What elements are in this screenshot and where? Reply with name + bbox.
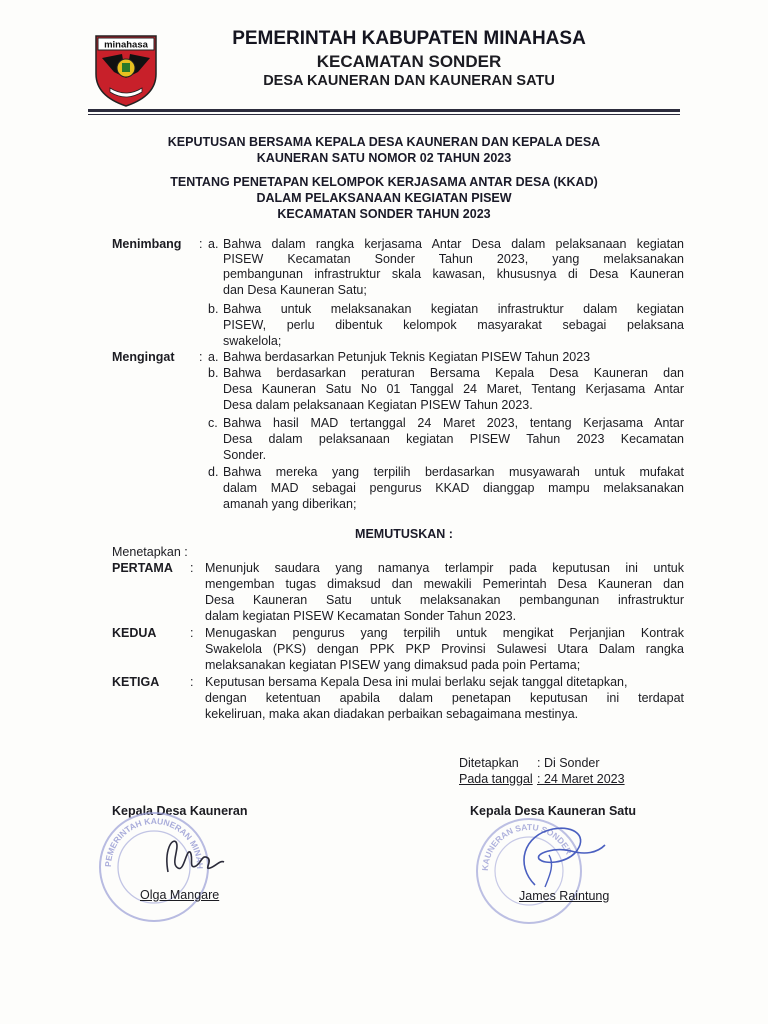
stamp-left-text: PEMERINTAH KAUNERAN MINAH xyxy=(102,815,206,870)
logo-text: minahasa xyxy=(104,39,148,51)
menimbang-b-line2: PISEW, perlu dibentuk kelompok masyarakat sebagai pelaksana xyxy=(223,318,684,332)
kedua-line2: Swakelola (PKS) dengan PPK PKP Provinsi Sulawesi Utara Dalam rangka xyxy=(205,642,684,656)
mengingat-d-line1: Bahwa mereka yang terpilih berdasarkan musyawarah untuk mufakat xyxy=(223,465,684,479)
decree-title-line1: KEPUTUSAN BERSAMA KEPALA DESA KAUNERAN DAN KEPALA DESA xyxy=(167,135,601,149)
kedua-label: KEDUA xyxy=(112,626,157,640)
pertama-colon: : xyxy=(190,561,194,575)
signature-right xyxy=(505,815,615,895)
mengingat-c-line1: Bahwa hasil MAD tertanggal 24 Maret 2023, tentang Kerjasama Antar xyxy=(223,416,684,430)
ketiga-line1: Keputusan bersama Kepala Desa ini mulai berlaku sejak tanggal ditetapkan, xyxy=(205,675,628,689)
header-villages: DESA KAUNERAN DAN KAUNERAN SATU xyxy=(263,73,555,89)
menetapkan-label: Menetapkan : xyxy=(112,545,188,559)
sig-right-title: Kepala Desa Kauneran Satu xyxy=(470,804,637,818)
ketiga-line3: kekeliruan, maka akan diadakan perbaikan sebagaimana mestinya. xyxy=(205,707,579,721)
menimbang-b-line1: Bahwa untuk melaksanakan kegiatan infrastruktur dalam kegiatan xyxy=(223,302,684,316)
tanggal-value: : 24 Maret 2023 xyxy=(537,772,625,786)
mengingat-b-line2: Desa Kauneran Satu No 01 Tanggal 24 Maret, Tentang Kerjasama Antar xyxy=(223,382,684,396)
ditetapkan-label: Ditetapkan xyxy=(459,756,519,770)
ketiga-line2: dengan ketentuan apabila dalam penetapan keputusan ini terdapat xyxy=(205,691,684,705)
menimbang-a-line1: Bahwa dalam rangka kerjasama Antar Desa dalam pelaksanaan kegiatan xyxy=(223,237,684,251)
mengingat-colon: : xyxy=(199,350,203,364)
pertama-line3: Desa Kauneran Satu untuk melaksanakan pembangunan infrastruktur xyxy=(205,593,684,607)
stamp-right-text: KAUNERAN SATU SONDER xyxy=(479,821,575,872)
menimbang-colon: : xyxy=(199,237,203,251)
header-regency: PEMERINTAH KABUPATEN MINAHASA xyxy=(232,28,586,49)
mengingat-b-line3: Desa dalam pelaksanaan Kegiatan PISEW Tahun 2023. xyxy=(223,398,533,412)
header-district: KECAMATAN SONDER xyxy=(316,52,502,71)
mengingat-b-line1: Bahwa berdasarkan peraturan Bersama Kepala Desa Kauneran dan xyxy=(223,366,684,380)
mengingat-c-marker: c. xyxy=(208,416,218,430)
menimbang-a-marker: a. xyxy=(208,237,219,251)
tanggal-label: Pada tanggal xyxy=(459,772,533,786)
mengingat-d-line3: amanah yang diberikan; xyxy=(223,497,357,511)
kedua-line1: Menugaskan pengurus yang terpilih untuk mengikat Perjanjian Kontrak xyxy=(205,626,684,640)
decree-subject-line1: TENTANG PENETAPAN KELOMPOK KERJASAMA ANTAR DESA (KKAD) xyxy=(170,175,598,189)
mengingat-a-marker: a. xyxy=(208,350,219,364)
kedua-line3: melaksanakan kegiatan PISEW yang dimaksud pada poin Pertama; xyxy=(205,658,581,672)
pertama-line4: dalam kegiatan PISEW Kecamatan Sonder Tahun 2023. xyxy=(205,609,517,623)
menimbang-b-line3: swakelola; xyxy=(223,334,282,348)
menimbang-a-line2: PISEW Kecamatan Sonder Tahun 2023, yang melaksanakan xyxy=(223,252,684,266)
ditetapkan-value: : Di Sonder xyxy=(537,756,600,770)
ketiga-colon: : xyxy=(190,675,194,689)
decree-subject-line3: KECAMATAN SONDER TAHUN 2023 xyxy=(277,207,491,221)
sig-left-name: Olga Mangare xyxy=(140,888,220,902)
mengingat-label: Mengingat xyxy=(112,350,175,364)
decree-title-line2: KAUNERAN SATU NOMOR 02 TAHUN 2023 xyxy=(256,151,512,165)
decree-subject-line2: DALAM PELAKSANAAN KEGIATAN PISEW xyxy=(256,191,512,205)
mengingat-c-line3: Sonder. xyxy=(223,448,267,462)
mengingat-d-line2: dalam MAD sebagai pengurus KKAD dianggap mampu melaksanakan xyxy=(223,481,684,495)
sig-right-name: James Raintung xyxy=(519,889,610,903)
mengingat-a-line1: Bahwa berdasarkan Petunjuk Teknis Kegiatan PISEW Tahun 2023 xyxy=(223,350,591,364)
menimbang-a-line4: dan Desa Kauneran Satu; xyxy=(223,283,367,297)
mengingat-b-marker: b. xyxy=(208,366,219,380)
menimbang-a-line3: pembangunan infrastruktur skala kawasan, khususnya di Desa Kauneran xyxy=(223,267,684,281)
menimbang-label: Menimbang xyxy=(112,237,182,251)
pertama-line1: Menunjuk saudara yang namanya terlampir pada keputusan ini untuk xyxy=(205,561,684,575)
ketiga-label: KETIGA xyxy=(112,675,160,689)
mengingat-d-marker: d. xyxy=(208,465,219,479)
menimbang-b-marker: b. xyxy=(208,302,219,316)
pertama-label: PERTAMA xyxy=(112,561,173,575)
pertama-line2: mengemban tugas dimaksud dan mewakili Pemerintah Desa Kauneran dan xyxy=(205,577,684,591)
signature-left xyxy=(150,830,230,880)
memutuskan-heading: MEMUTUSKAN : xyxy=(355,527,453,541)
kedua-colon: : xyxy=(190,626,194,640)
sig-left-title: Kepala Desa Kauneran xyxy=(112,804,248,818)
mengingat-c-line2: Desa dalam pelaksanaan kegiatan PISEW Tahun 2023 Kecamatan xyxy=(223,432,684,446)
header-rule-thin xyxy=(88,114,680,115)
header-rule-thick xyxy=(88,109,680,112)
